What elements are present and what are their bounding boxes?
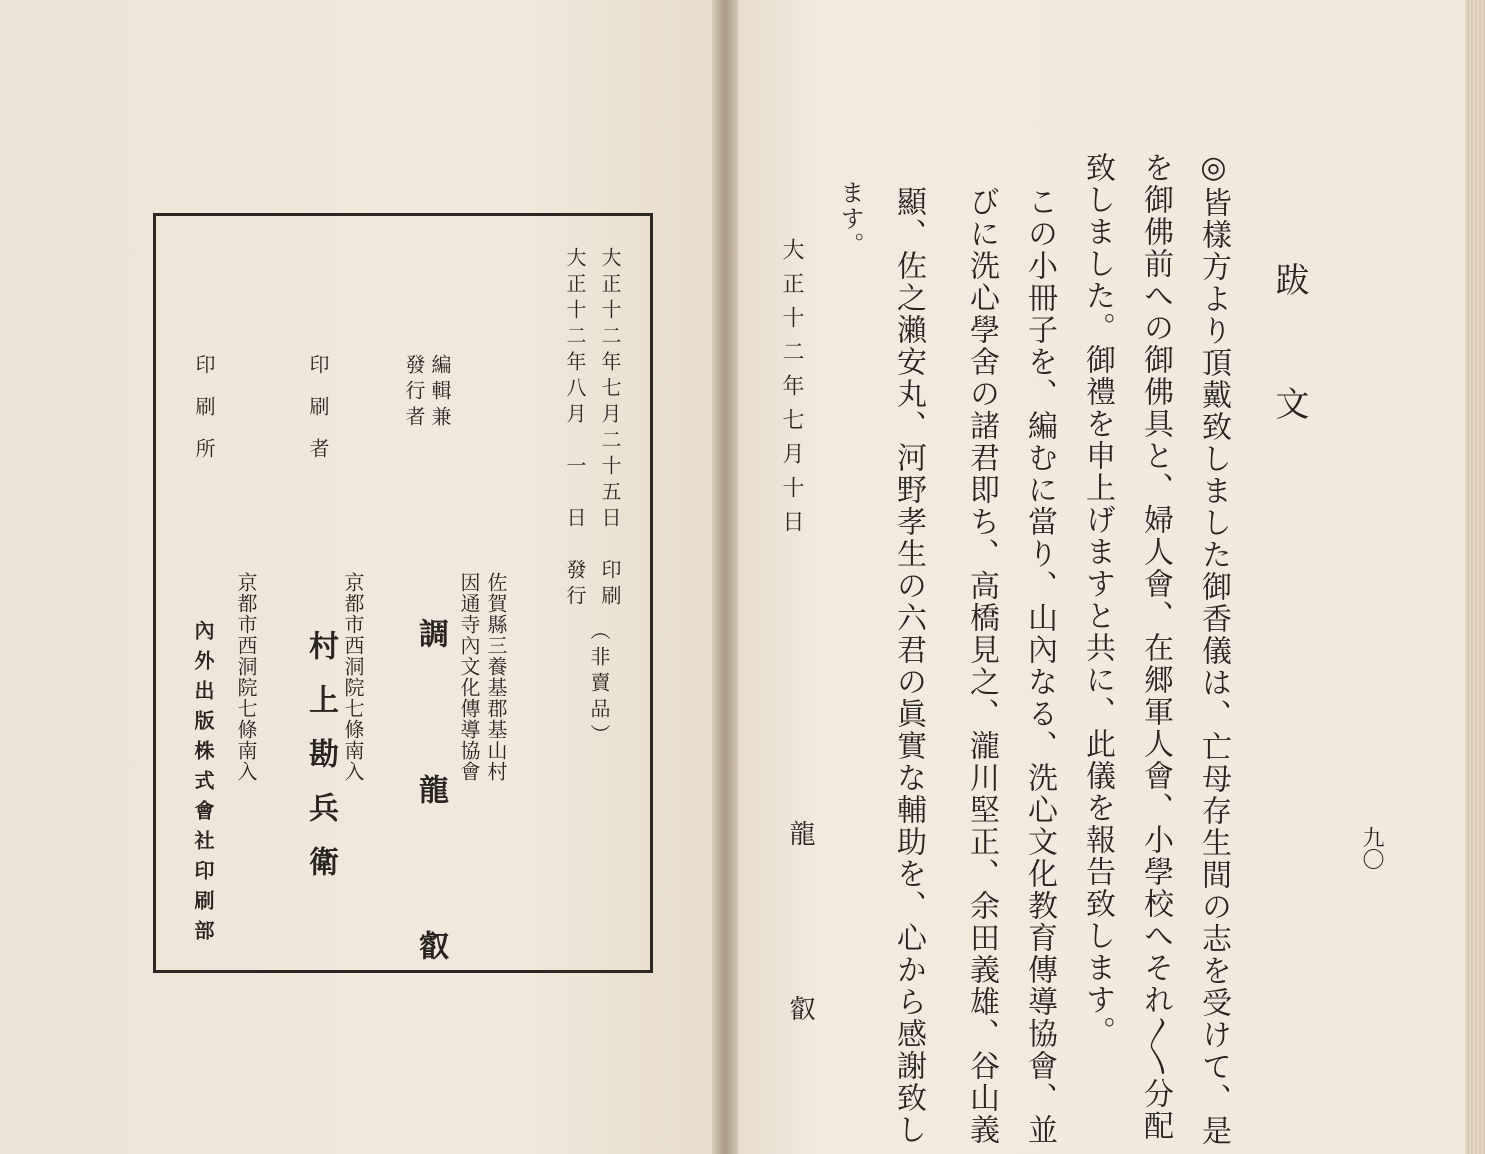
print-date: 大正十二年七月二十五日 印刷 <box>598 247 622 611</box>
afterword-line-3: 致しました。御禮を申上げますと共に、此儀を報告致します。 <box>1080 152 1115 1048</box>
afterword-date: 大正十二年七月十日 <box>779 238 804 544</box>
afterword-line-2: を御佛前への御佛具と、婦人會、在郷軍人會、小學校へそれ〳〵分配 <box>1138 152 1173 1142</box>
signature-char-2: 叡 <box>785 995 815 1021</box>
print-shop-label: 印刷所 <box>192 354 216 480</box>
afterword-title: 跋文 <box>1269 262 1309 510</box>
book-gutter <box>712 0 738 1154</box>
print-shop-name: 內外出版株式會社印刷部 <box>191 620 215 950</box>
editor-address-2: 因通寺內文化傳導協會 <box>457 572 481 782</box>
afterword-line-4: この小冊子を、編むに當り、山內なる、洗心文化教育傳導協會、並 <box>1022 186 1057 1146</box>
printer-name: 村上勘兵衛 <box>303 630 338 900</box>
page-edge <box>1465 0 1485 1154</box>
page-number: 九〇 <box>1359 826 1384 870</box>
signature-char-1: 龍 <box>785 820 815 846</box>
printer-label: 印刷者 <box>306 354 330 480</box>
afterword-line-7: ます。 <box>836 180 864 258</box>
editor-name: 調 龍 叡 <box>413 618 448 1008</box>
issue-date: 大正十二年八月 一 日 發行 <box>563 247 587 611</box>
editor-label-1: 編輯兼 <box>428 354 452 432</box>
print-shop-address: 京都市西洞院七條南入 <box>234 572 258 782</box>
afterword-line-1: ◎皆樣方より頂戴致しました御香儀は、亡母存生間の志を受けて、是 <box>1196 150 1231 1147</box>
printer-address: 京都市西洞院七條南入 <box>341 572 365 782</box>
afterword-line-6: 顯、佐之瀨安丸、河野孝生の六君の眞實な輔助を、心から感謝致し <box>891 186 926 1146</box>
editor-address: 佐賀縣三養基郡基山村 <box>484 572 508 782</box>
afterword-line-5: びに洗心學舍の諸君即ち、高橋見之、瀧川堅正、余田義雄、谷山義 <box>964 186 999 1146</box>
editor-label-2: 發行者 <box>402 354 426 432</box>
not-for-sale-label: （非賣品） <box>587 620 611 750</box>
